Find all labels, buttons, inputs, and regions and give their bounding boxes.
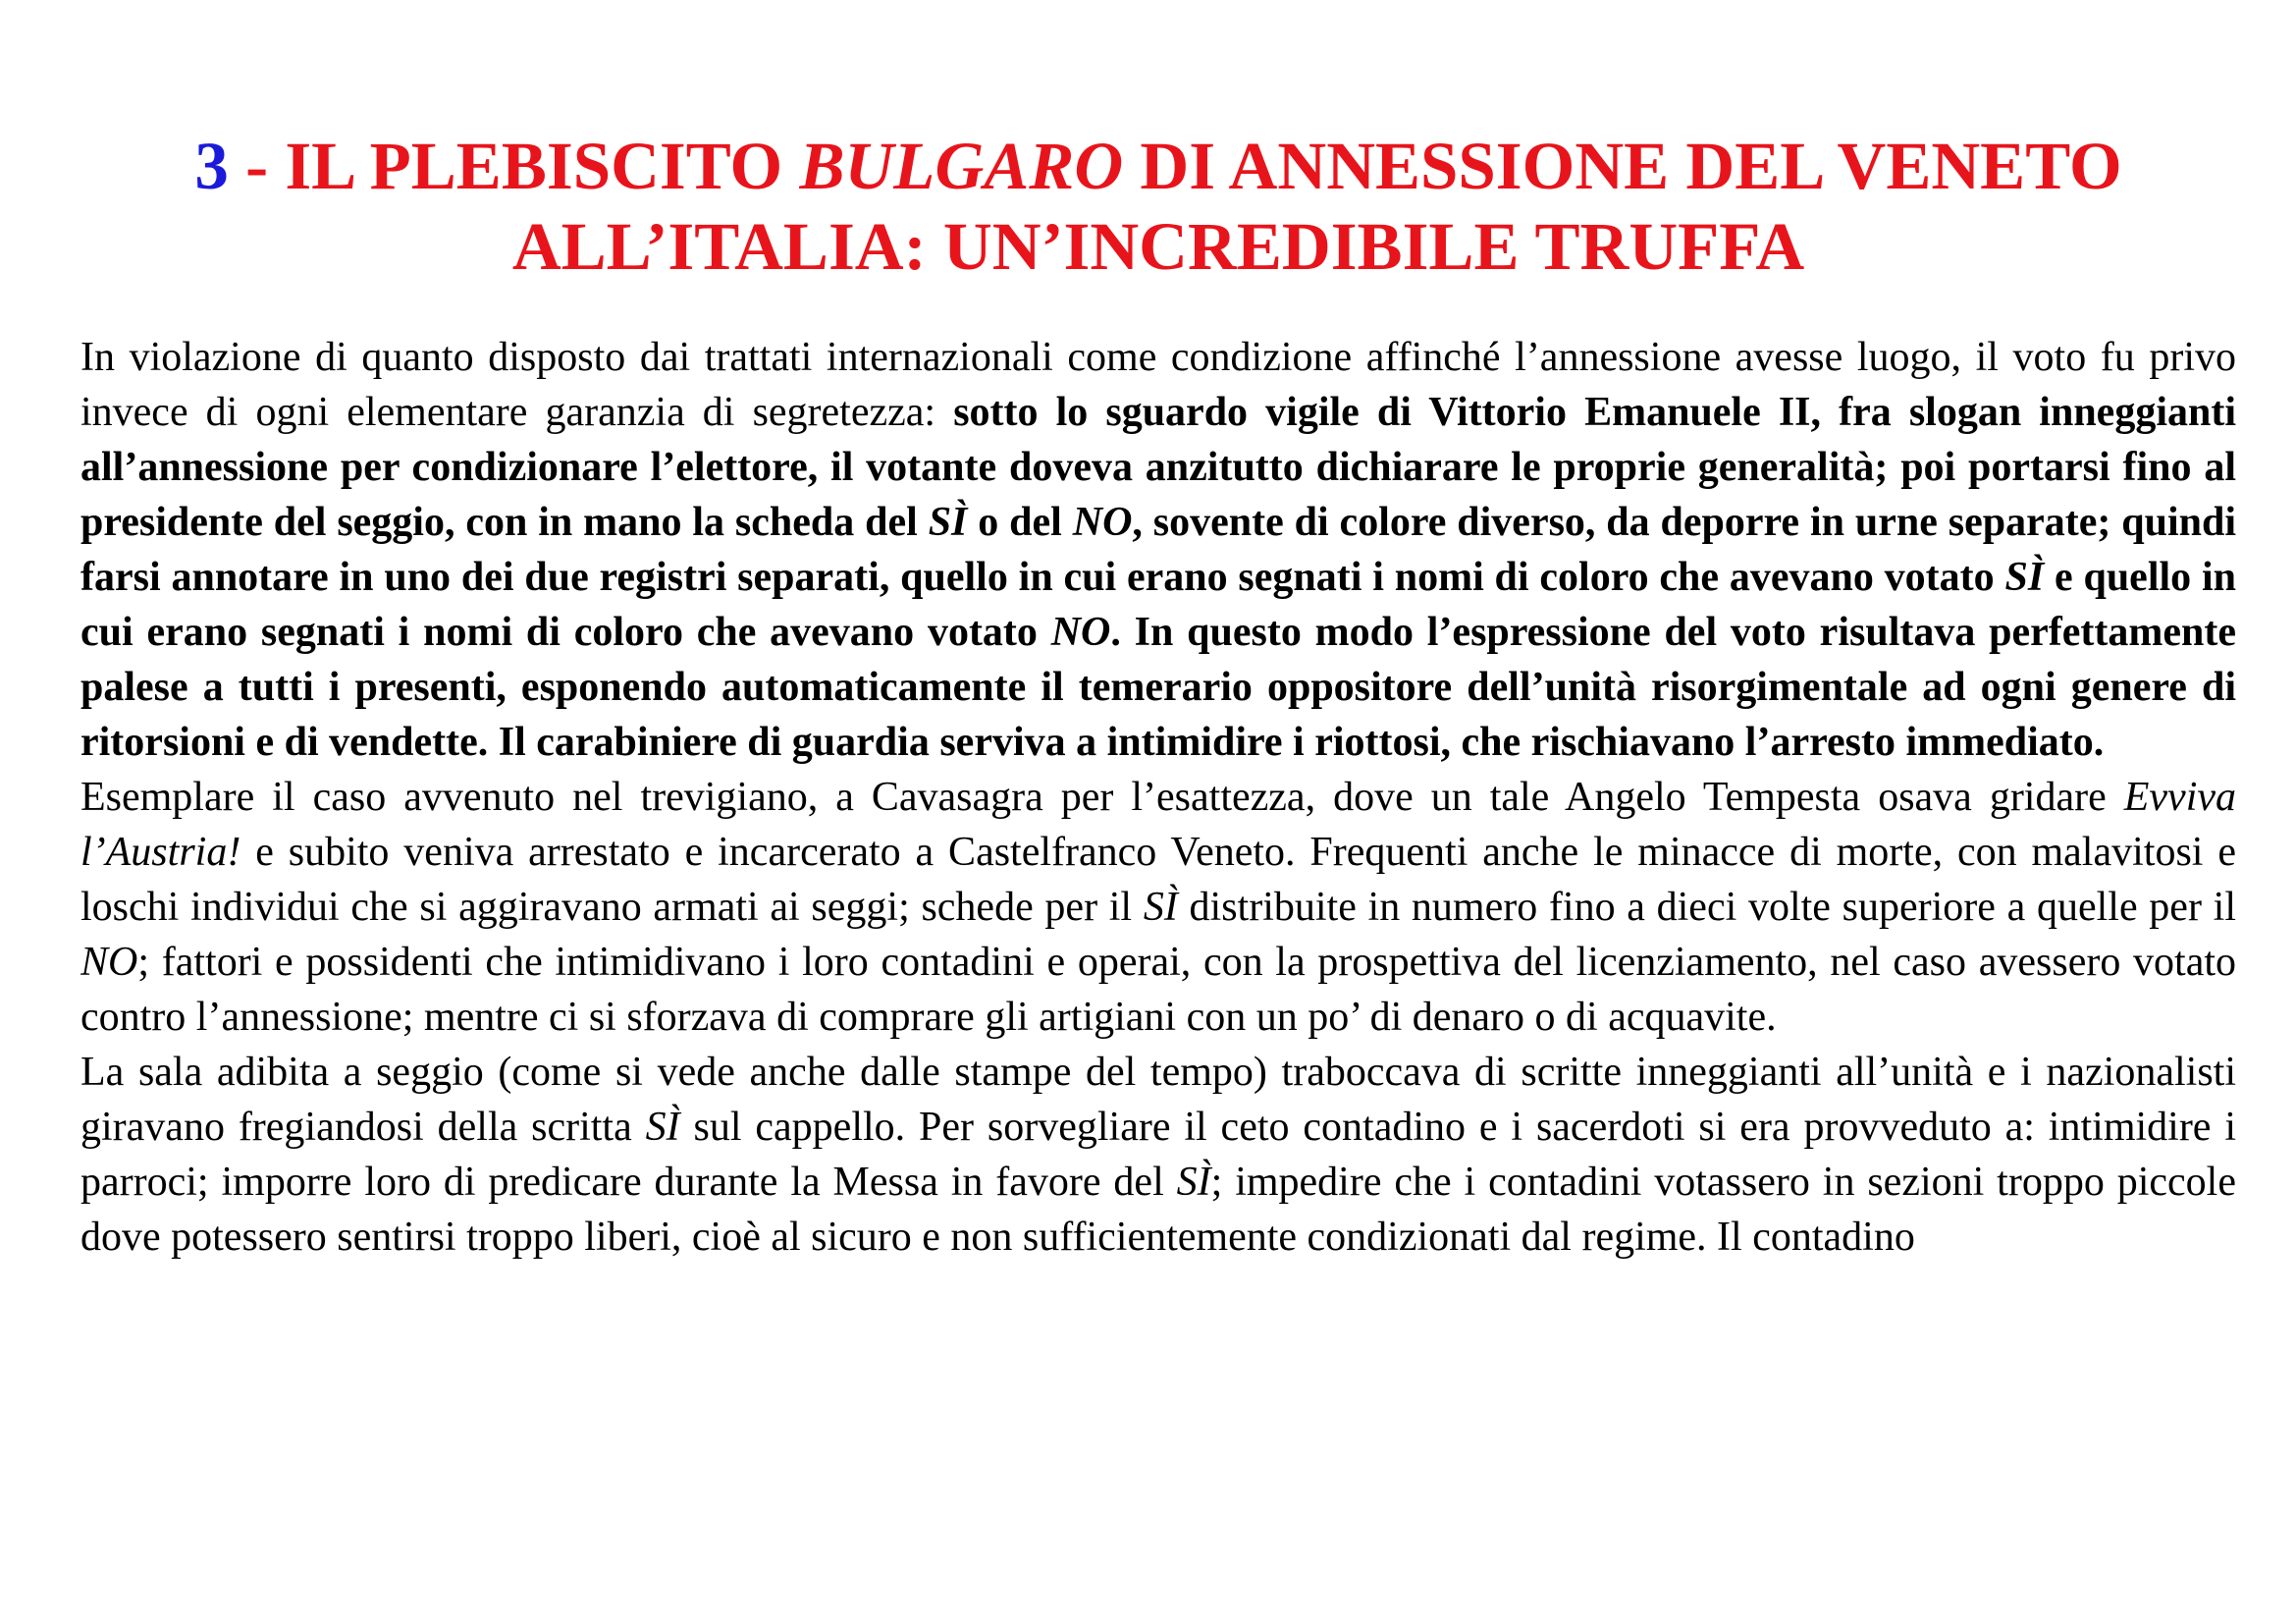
p1-no: NO — [1050, 610, 1111, 655]
p3-text: sul cappello. Per sorvegliare il ceto contadino e i sacerdoti si era provveduto a: intimidire i parroci; imporre loro di predicare durante la Messa in favore del — [80, 1105, 2236, 1205]
p2-text: ; fattori e possidenti che intimidivano i loro contadini e operai, con la prospettiva del licenziamento, nel caso avessero votato contro l’annessione; mentre ci si sforzava di comprare gli artigiani con un po’ di denaro o di acquavite. — [80, 940, 2236, 1040]
p2-text: Esemplare il caso avvenuto nel trevigiano, a Cavasagra per l’esattezza, dove un tale Angelo Tempesta osava gridare — [80, 775, 2124, 820]
p3-si: SÌ — [645, 1105, 680, 1150]
p1-si: SÌ — [2004, 555, 2045, 600]
title-part2: DI ANNESSIONE DEL VENETO — [1123, 129, 2122, 203]
p3-si: SÌ — [1176, 1160, 1211, 1205]
paragraph-1 — [80, 330, 2236, 770]
p1-bold-text: sotto lo sguardo vigile di Vittorio Emanuele II, fra slogan inneggianti all’annessione per condizionare l’elettore, il votante doveva anzitutto dichiarare le proprie generalità; poi portarsi fino al presidente del seggio, con in mano la scheda del — [80, 390, 2236, 545]
p2-no: NO — [80, 940, 138, 985]
p1-text: In violazione di quanto disposto dai trattati internazionali come condizione affinché l’annessione avesse luogo, il voto fu privo invece di ogni elementare garanzia di segretezza: — [80, 335, 2236, 435]
p1-no: NO — [1072, 500, 1133, 545]
paragraph-3 — [80, 1045, 2236, 1265]
title-line2: ALL’ITALIA: UN’INCREDIBILE TRUFFA — [511, 209, 1805, 284]
p2-si: SÌ — [1143, 885, 1178, 930]
p1-si: SÌ — [928, 500, 968, 545]
document-page — [80, 126, 2236, 1579]
p2-text: distribuite in numero fino a dieci volte superiore a quelle per il — [1177, 885, 2236, 930]
p1-bold-text: . In questo modo l’espressione del voto risultava perfettamente palese a tutti i presenti, esponendo automaticamente il temerario oppositore dell’unità risorgimentale ad ogni genere di ritorsioni e di vendette. Il carabiniere di guardia serviva a intimidire i riottosi, che rischiavano l’arresto immediato. — [80, 610, 2236, 765]
p2-text: e subito veniva arrestato e incarcerato a Castelfranco Veneto. Frequenti anche le minacce di morte, con malavitosi e loschi individui che si aggiravano armati ai seggi; schede per il — [80, 830, 2236, 930]
page-title — [80, 126, 2236, 287]
p1-bold-text: e quello in cui erano segnati i nomi di coloro che avevano votato — [80, 555, 2236, 655]
paragraph-2 — [80, 770, 2236, 1045]
title-italic-word: BULGARO — [799, 129, 1124, 203]
title-part1: IL PLEBISCITO — [285, 129, 800, 203]
p1-bold — [80, 390, 2236, 765]
p3-text: ; impedire che i contadini votassero in sezioni troppo piccole dove potessero sentirsi troppo liberi, cioè al sicuro e non sufficientemente condizionati dal regime. Il contadino — [80, 1160, 2236, 1260]
p1-bold-text: o del — [967, 500, 1073, 545]
p1-bold-text: , sovente di colore diverso, da deporre in urne separate; quindi farsi annotare in uno dei due registri separati, quello in cui erano segnati i nomi di coloro che avevano votato — [80, 500, 2236, 600]
p2-quote: Evviva l’Austria! — [80, 775, 2236, 875]
section-number: 3 — [194, 129, 229, 203]
title-dash: - — [228, 129, 286, 203]
p3-text: La sala adibita a seggio (come si vede anche dalle stampe del tempo) traboccava di scritte inneggianti all’unità e i nazionalisti giravano fregiandosi della scritta — [80, 1050, 2236, 1150]
